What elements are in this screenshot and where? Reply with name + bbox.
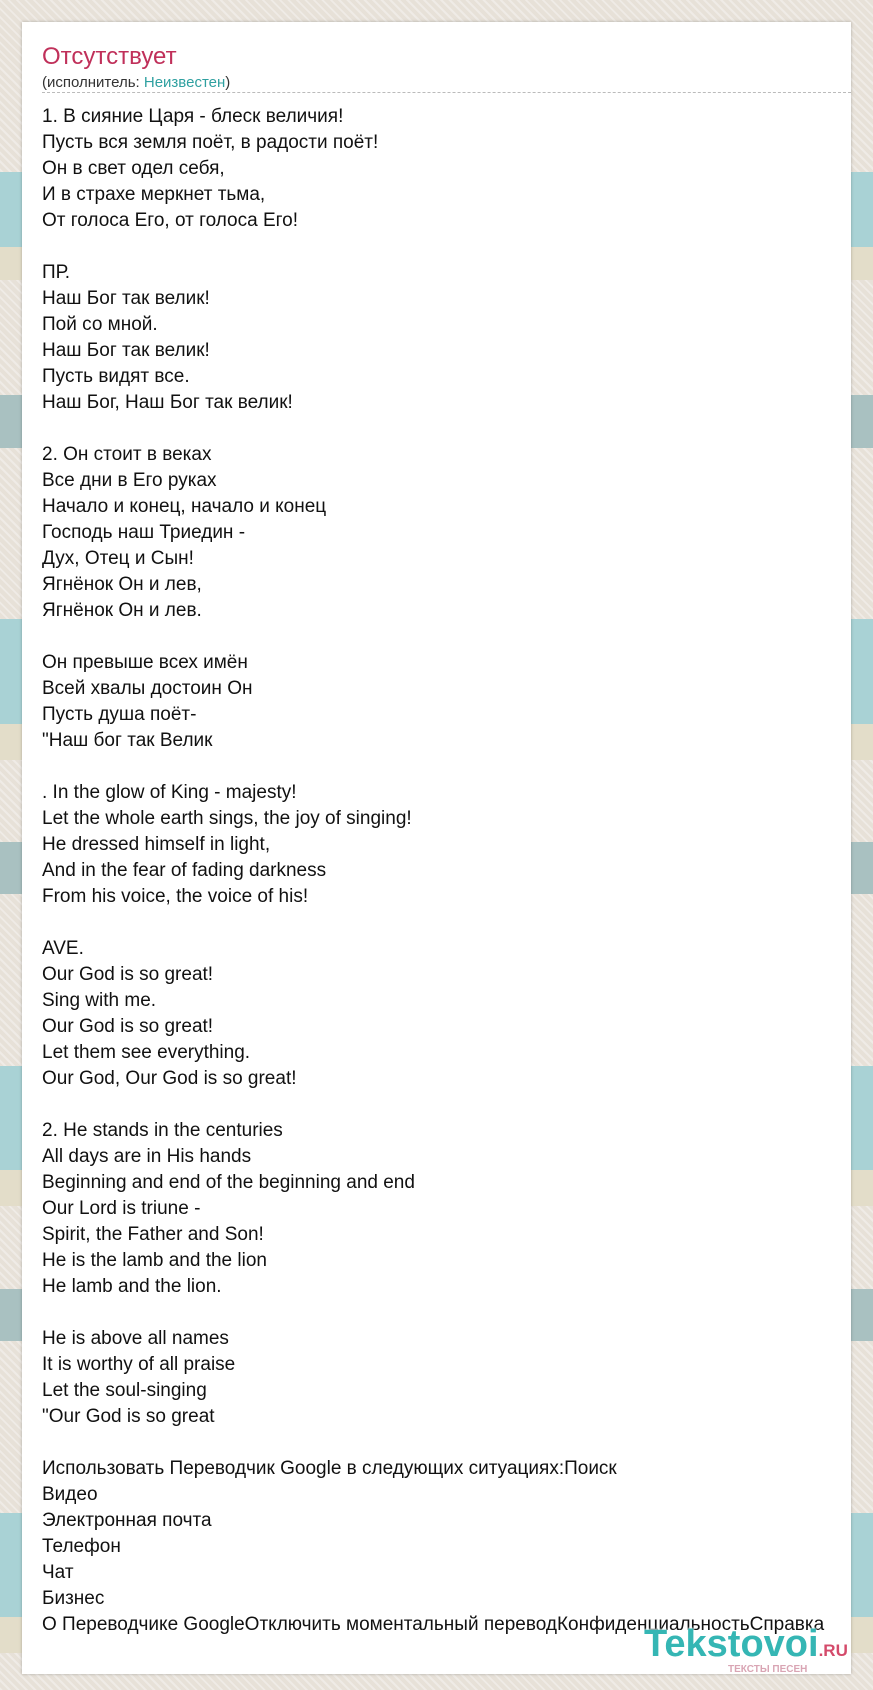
lyrics-line: Let the soul-singing [42, 1380, 207, 1401]
song-title: Отсутствует [42, 43, 177, 70]
lyrics-line: Электронная почта [42, 1510, 212, 1531]
lyrics-line: Let them see everything. [42, 1042, 251, 1063]
logo-tagline: ТЕКСТЫ ПЕСЕН [728, 1664, 808, 1675]
lyrics-line: Let the whole earth sings, the joy of singing! [42, 808, 412, 829]
lyrics-line: Наш Бог так велик! [42, 288, 210, 309]
lyrics-line: ПР. [42, 262, 71, 283]
lyrics-line: Все дни в Его руках [42, 470, 217, 491]
lyrics-line: Пусть душа поёт- [42, 704, 197, 725]
lyrics-line: Ягнёнок Он и лев, [42, 574, 202, 595]
artist-line [42, 74, 230, 92]
lyrics-line: 1. В сияние Царя - блеск величия! [42, 106, 344, 127]
lyrics-text [42, 104, 851, 1638]
site-logo[interactable] [644, 1624, 869, 1684]
lyrics-line: Наш Бог так велик! [42, 340, 210, 361]
lyrics-line: He is above all names [42, 1328, 229, 1349]
lyrics-line: "Наш бог так Велик [42, 730, 213, 751]
lyrics-line: О Переводчике GoogleОтключить моментальный переводКонфиденциальностьСправка [42, 1614, 825, 1635]
title-divider [42, 92, 851, 93]
lyrics-line: Sing with me. [42, 990, 157, 1011]
lyrics-line: Our God is so great! [42, 1016, 214, 1037]
lyrics-line: Господь наш Триедин - [42, 522, 246, 543]
lyrics-line: Видео [42, 1484, 98, 1505]
logo-main-text: Tekstovoi [644, 1623, 819, 1665]
lyrics-line: 2. He stands in the centuries [42, 1120, 283, 1141]
lyrics-line: Spirit, the Father and Son! [42, 1224, 264, 1245]
lyrics-line: Чат [42, 1562, 74, 1583]
lyrics-line: Телефон [42, 1536, 121, 1557]
lyrics-line: He dressed himself in light, [42, 834, 271, 855]
lyrics-line [42, 910, 851, 936]
lyrics-line: 2. Он стоит в веках [42, 444, 212, 465]
lyrics-line: Пусть видят все. [42, 366, 190, 387]
lyrics-line [42, 1430, 851, 1456]
artist-suffix: ) [225, 74, 231, 91]
lyrics-line: And in the fear of fading darkness [42, 860, 327, 881]
artist-link[interactable]: Неизвестен [143, 74, 226, 91]
lyrics-line: He lamb and the lion. [42, 1276, 222, 1297]
lyrics-line: From his voice, the voice of his! [42, 886, 309, 907]
lyrics-line: . In the glow of King - majesty! [42, 782, 297, 803]
lyrics-line: AVE. [42, 938, 84, 959]
lyrics-line: Beginning and end of the beginning and end [42, 1172, 415, 1193]
lyrics-line: Начало и конец, начало и конец [42, 496, 327, 517]
lyrics-line: Дух, Отец и Сын! [42, 548, 194, 569]
lyrics-line: И в страхе меркнет тьма, [42, 184, 266, 205]
lyrics-line: Пой со мной. [42, 314, 158, 335]
lyrics-line: Всей хвалы достоин Он [42, 678, 253, 699]
lyrics-line [42, 1092, 851, 1118]
lyrics-line: Бизнес [42, 1588, 105, 1609]
lyrics-line: He is the lamb and the lion [42, 1250, 267, 1271]
lyrics-card [22, 22, 851, 1674]
lyrics-line: Использовать Переводчик Google в следующих ситуациях:Поиск [42, 1458, 617, 1479]
lyrics-line: Our Lord is triune - [42, 1198, 201, 1219]
lyrics-line: От голоса Его, от голоса Его! [42, 210, 298, 231]
lyrics-line: Our God, Our God is so great! [42, 1068, 297, 1089]
lyrics-line: Он превыше всех имён [42, 652, 248, 673]
lyrics-line: Ягнёнок Он и лев. [42, 600, 202, 621]
lyrics-line [42, 624, 851, 650]
artist-prefix: (исполнитель: [42, 74, 144, 91]
lyrics-line: "Our God is so great [42, 1406, 215, 1427]
lyrics-line [42, 234, 851, 260]
logo-tld: .RU [818, 1641, 848, 1660]
lyrics-line: It is worthy of all praise [42, 1354, 236, 1375]
lyrics-line [42, 754, 851, 780]
lyrics-line: Он в свет одел себя, [42, 158, 225, 179]
lyrics-line: Наш Бог, Наш Бог так велик! [42, 392, 293, 413]
lyrics-line: Our God is so great! [42, 964, 214, 985]
lyrics-line: Пусть вся земля поёт, в радости поёт! [42, 132, 379, 153]
lyrics-line [42, 416, 851, 442]
lyrics-line: All days are in His hands [42, 1146, 252, 1167]
lyrics-line [42, 1300, 851, 1326]
